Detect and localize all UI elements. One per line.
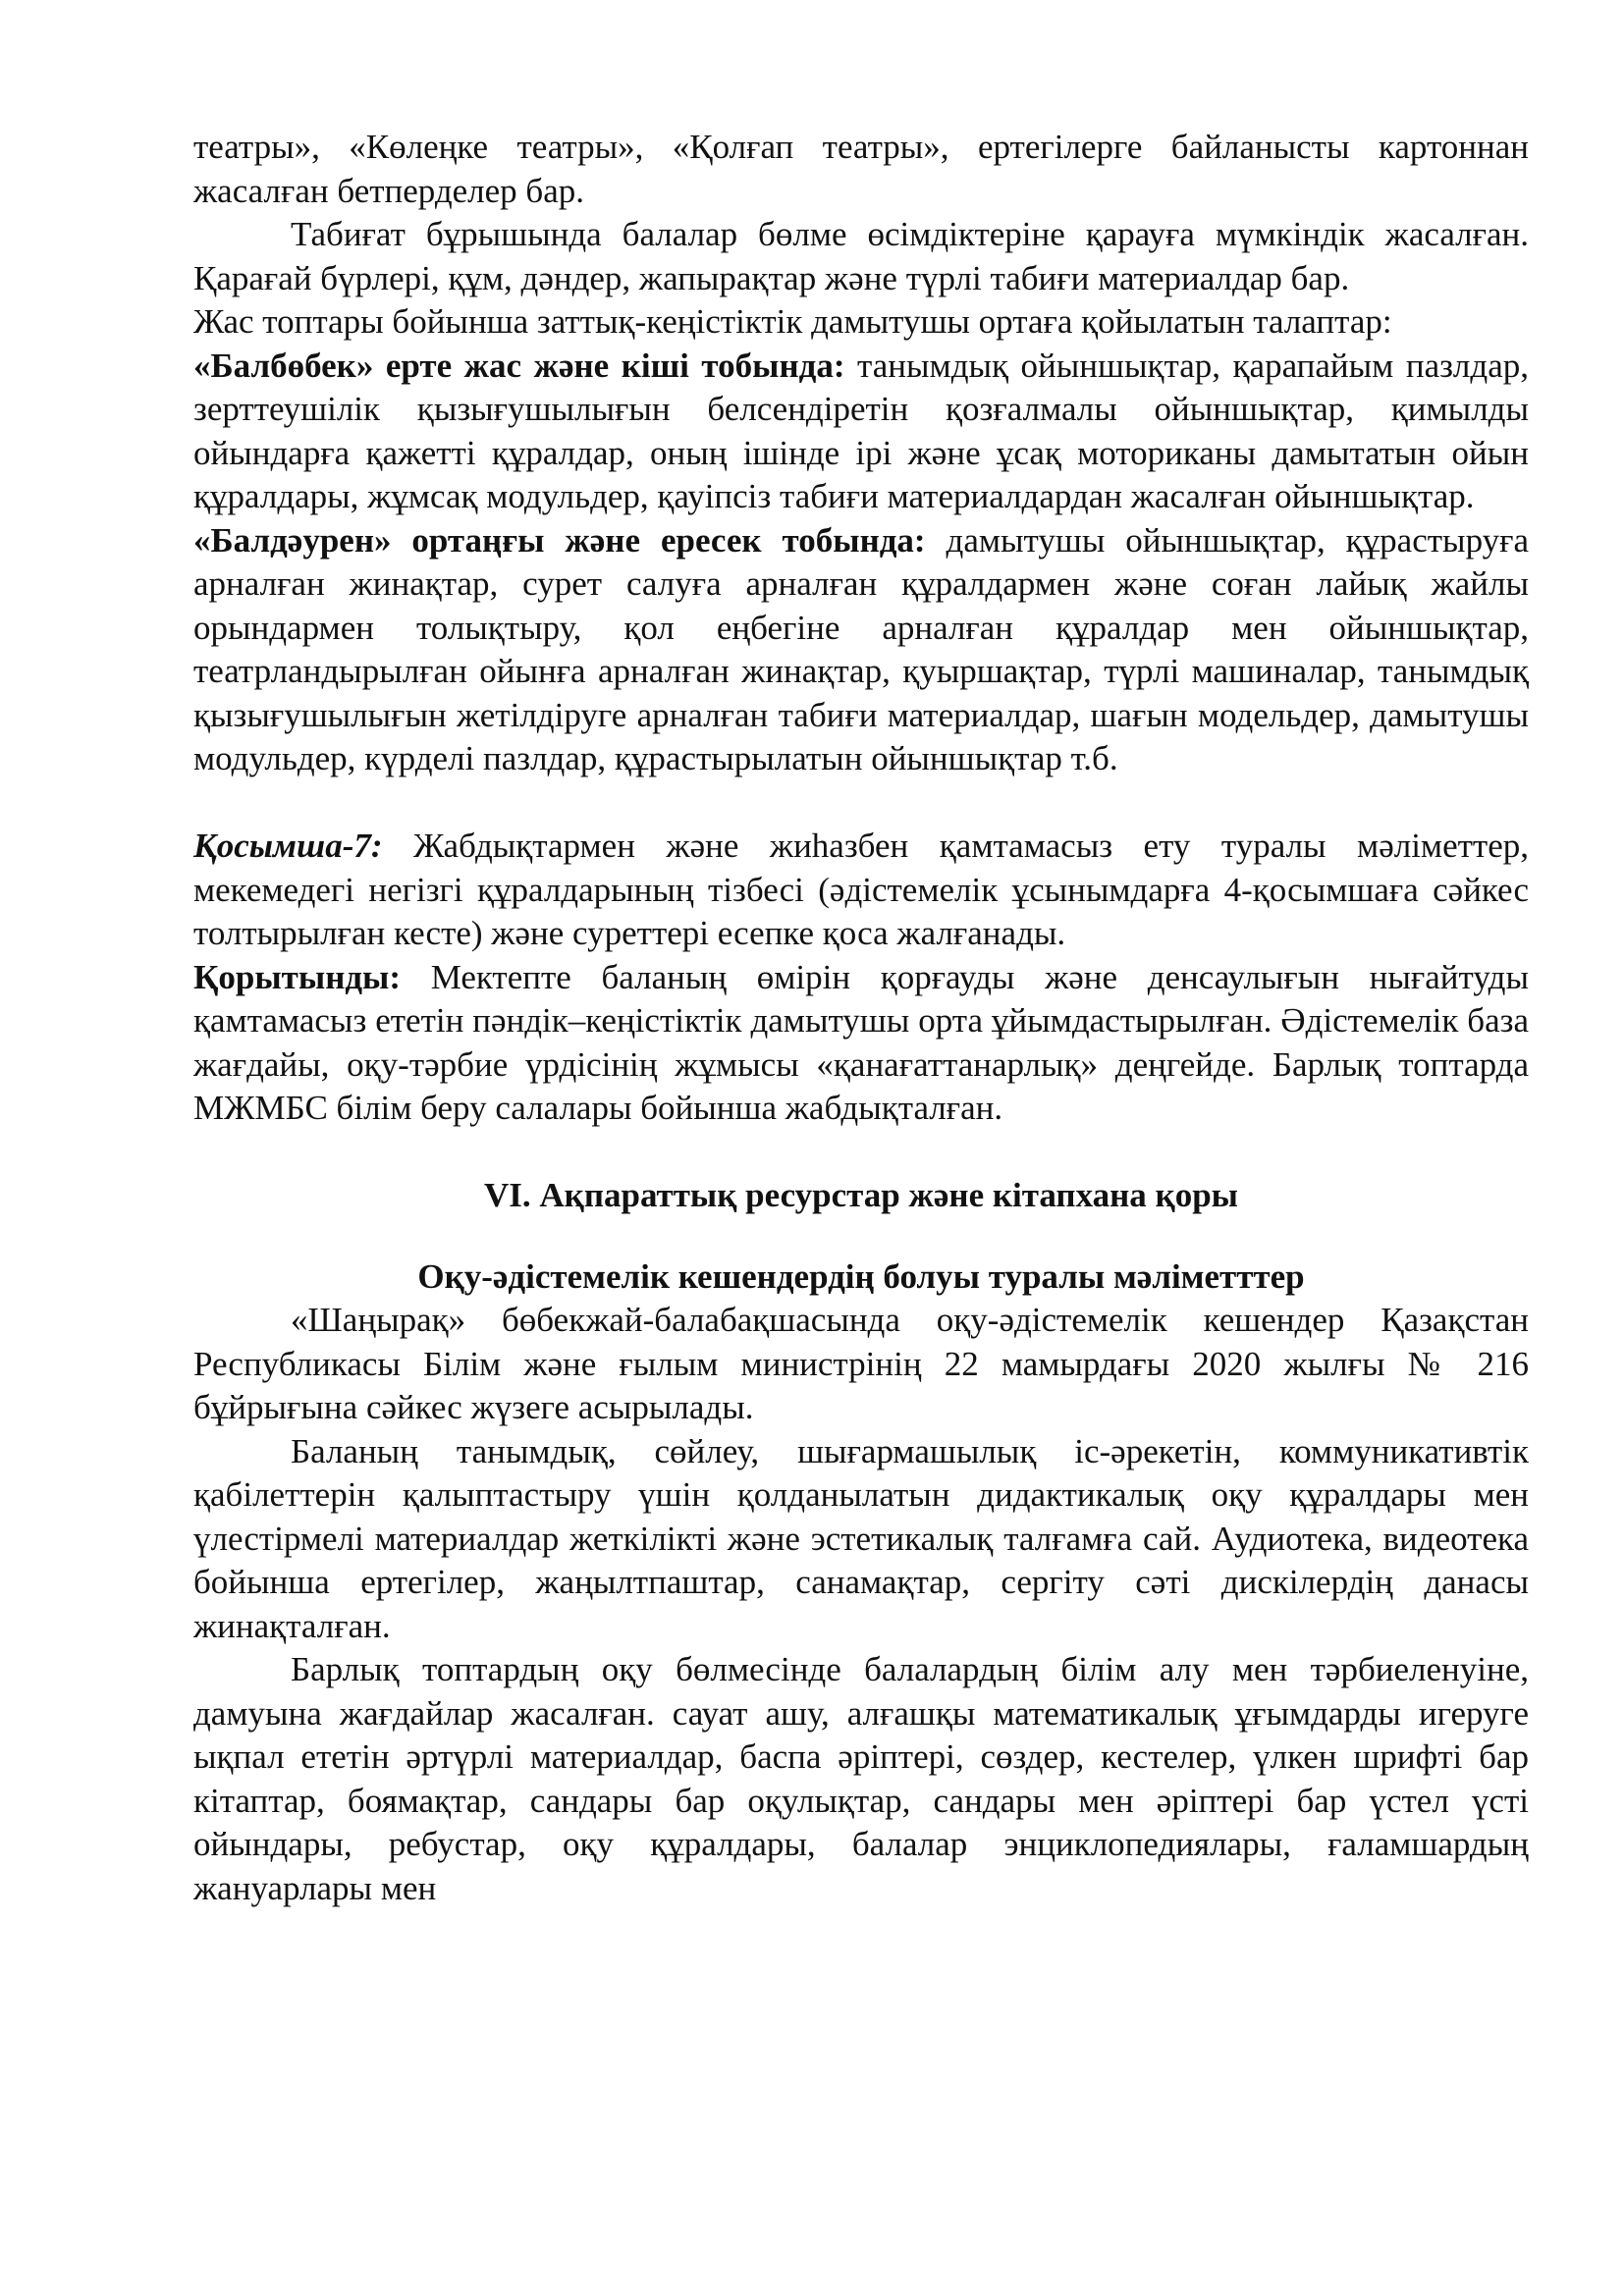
- conclusion-label: Қорытынды:: [193, 957, 402, 996]
- paragraph-conclusion: [193, 956, 1529, 1131]
- balbobek-group-label: «Балбөбек» ерте жас және кіші тобында:: [193, 346, 845, 385]
- spacer: [193, 1131, 1529, 1175]
- appendix-7-label: Қосымша-7:: [193, 827, 383, 865]
- spacer: [193, 781, 1529, 826]
- appendix-7-text: Жабдықтармен және жиһазбен қамтамасыз ету туралы мәліметтер, мекемедегі негізгі құралдарының тізбесі (әдістемелік ұсынымдарға 4-қосымшаға сәйкес толтырылған кесте) және суреттері есепке қоса жалғанады.: [193, 827, 1529, 952]
- conclusion-text: Мектепте баланың өмірін қорғауды және денсаулығын нығайтуды қамтамасыз ететін пәндік–кеңістіктік дамытушы орта ұйымдастырылған. Әдістемелік база жағдайы, оқу-тәрбие үрдісінің жұмысы «қанағаттанарлық» деңгейде. Барлық топтарда МЖМБС білім беру салалары бойынша жабдықталған.: [193, 957, 1529, 1127]
- paragraph-nature-corner: Табиғат бұрышында балалар бөлме өсімдіктеріне қарауға мүмкіндік жасалған. Қарағай бүрлері, құм, дәндер, жапырақтар және түрлі табиғи материалдар бар.: [193, 215, 1529, 297]
- document-page: [193, 126, 1529, 1910]
- spacer: [193, 1218, 1529, 1255]
- paragraph-all-groups: Барлық топтардың оқу бөлмесінде балалардың білім алу мен тәрбиеленуіне, дамуына жағдайлар жасалған. сауат ашу, алғашқы математикалық ұғымдарды игеруге ықпал ететін әртүрлі материалдар, баспа әріптері, сөздер, кестелер, үлкен шрифті бар кітаптар, боямақтар, сандары бар оқулықтар, сандары мен әріптері бар үстел үсті ойындары, ребустар, оқу құралдары, балалар энциклопедиялары, ғаламшардың жануарлары мен: [193, 1650, 1529, 1907]
- subsection-heading: Оқу-әдістемелік кешендердің болуы туралы мәліметттер: [417, 1256, 1305, 1296]
- paragraph-didactic-materials: Баланың танымдық, сөйлеу, шығармашылық іс-әрекетін, коммуникативтік қабілеттерін қалыптастыру үшін қолданылатын дидактикалық оқу құралдары мен үлестірмелі материалдар жеткілікті және эстетикалық талғамға сай. Аудиотека, видеотека бойынша ертегілер, жаңылтпаштар, санамақтар, сергіту сәті дискілердің данасы жинақталған.: [193, 1431, 1529, 1645]
- baldauren-group-text: дамытушы ойыншықтар, құрастыруға арналған жинақтар, сурет салуға арналған құралдармен және соған лайық жайлы орындармен толықтыру, қол еңбегіне арналған құралдар мен ойыншықтар, театрландырылған ойынға арналған жинақтар, қуыршақтар, түрлі машиналар, танымдық қызығушылығын жетілдіруге арналған табиғи материалдар, шағын модельдер, дамытушы модульдер, күрделі пазлдар, құрастырылатын ойыншықтар т.б.: [193, 520, 1529, 777]
- baldauren-group-label: «Балдәурен» ортаңғы және ересек тобында:: [193, 520, 926, 560]
- paragraph-baldauren-group: [193, 519, 1529, 781]
- paragraph-balbobek-group: [193, 345, 1529, 519]
- paragraph-theatres: театры», «Көлеңке театры», «Қолғап театры», ертегілерге байланысты картоннан жасалған бетперделер бар.: [193, 128, 1529, 210]
- paragraph-appendix-7: [193, 825, 1529, 956]
- paragraph-shanyrak: «Шаңырақ» бөбекжай-балабақшасында оқу-әдістемелік кешендер Қазақстан Республикасы Білім және ғылым министрінің 22 мамырдағы 2020 жылғы № 216 бұйрығына сәйкес жүзеге асырылады.: [193, 1301, 1529, 1426]
- paragraph-age-requirements: Жас топтары бойынша заттық-кеңістіктік дамытушы ортаға қойылатын талаптар:: [193, 302, 1392, 341]
- section-heading: VI. Ақпараттық ресурстар және кітапхана қоры: [483, 1176, 1239, 1214]
- balbobek-group-text: танымдық ойыншықтар, қарапайым пазлдар, зерттеушілік қызығушылығын белсендіретін қозғалмалы ойыншықтар, қимылды ойындарға қажетті құралдар, оның ішінде ірі және ұсақ моториканы дамытатын ойын құралдары, жұмсақ модульдер, қауіпсіз табиғи материалдардан жасалған ойыншықтар.: [193, 346, 1529, 515]
